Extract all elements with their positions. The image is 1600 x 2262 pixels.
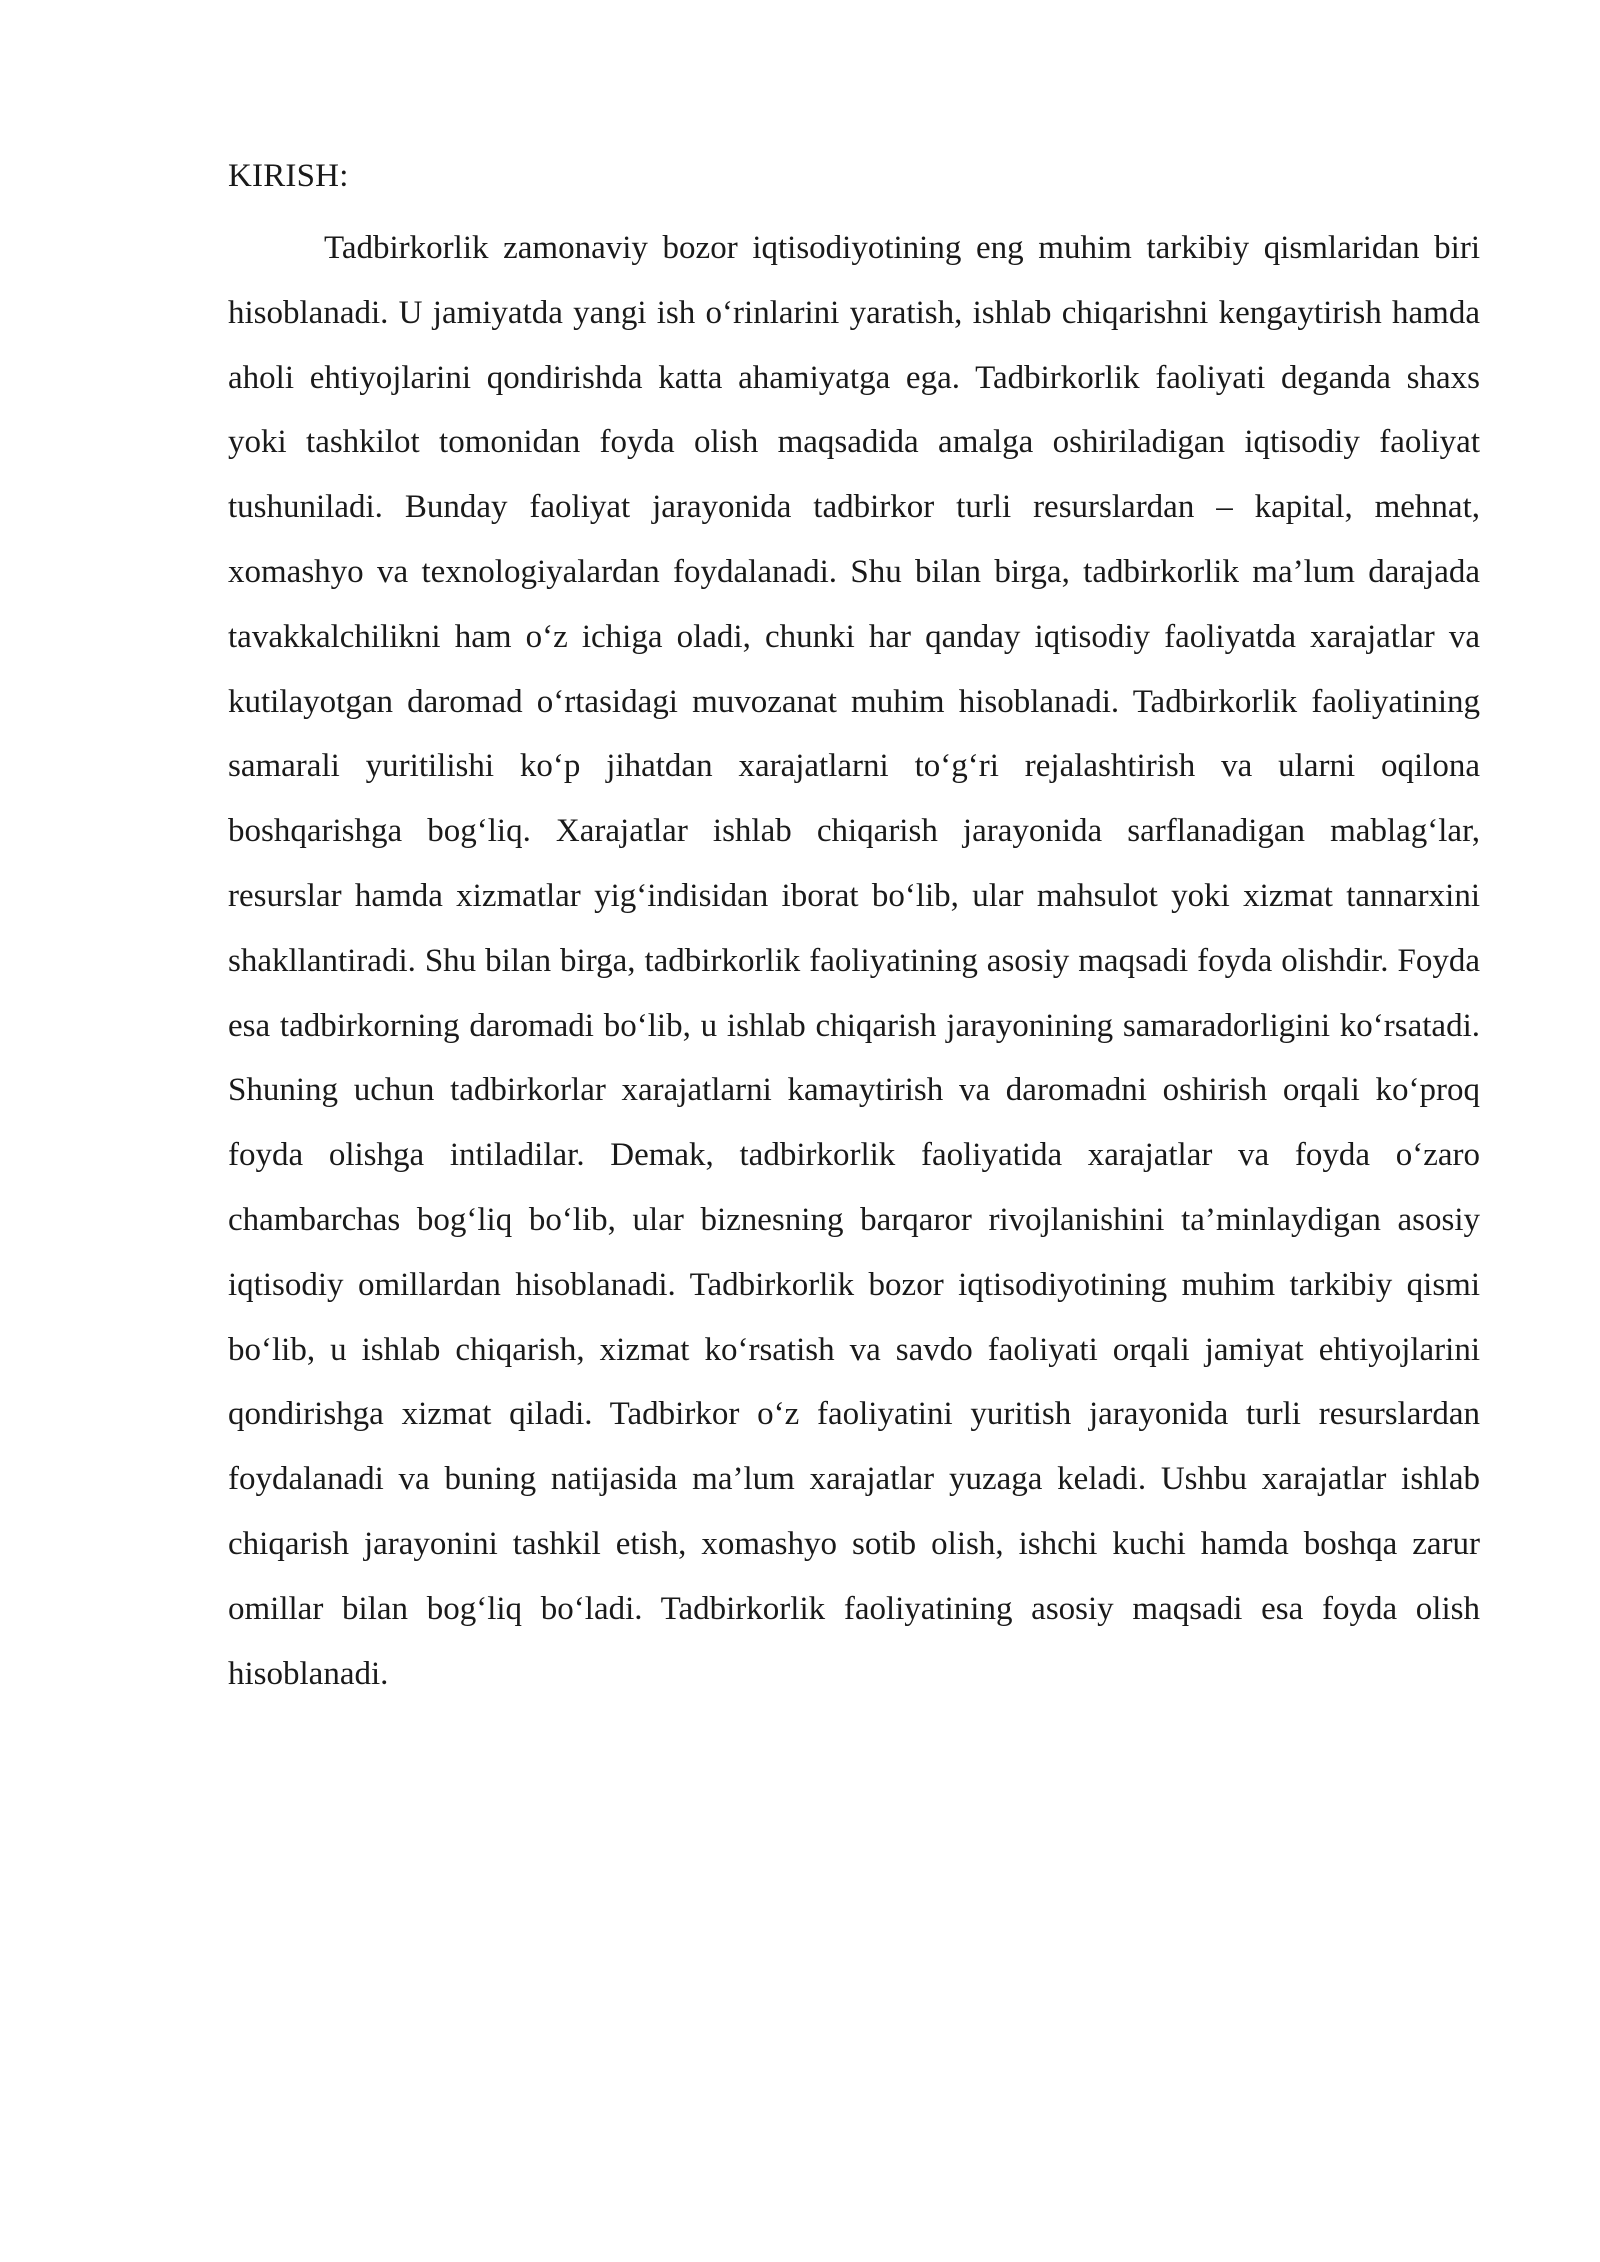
document-content <box>228 152 1480 1706</box>
body-paragraph: Tadbirkorlik zamonaviy bozor iqtisodiyotining eng muhim tarkibiy qismlaridan biri hisoblanadi. U jamiyatda yangi ish o‘rinlarini yaratish, ishlab chiqarishni kengaytirish hamda aholi ehtiyojlarini qondirishda katta ahamiyatga ega. Tadbirkorlik faoliyati deganda shaxs yoki tashkilot tomonidan foyda olish maqsadida amalga oshiriladigan iqtisodiy faoliyat tushuniladi. Bunday faoliyat jarayonida tadbirkor turli resurslardan – kapital, mehnat, xomashyo va texnologiyalardan foydalanadi. Shu bilan birga, tadbirkorlik ma’lum darajada tavakkalchilikni ham o‘z ichiga oladi, chunki har qanday iqtisodiy faoliyatda xarajatlar va kutilayotgan daromad o‘rtasidagi muvozanat muhim hisoblanadi. Tadbirkorlik faoliyatining samarali yuritilishi ko‘p jihatdan xarajatlarni to‘g‘ri rejalashtirish va ularni oqilona boshqarishga bog‘liq. Xarajatlar ishlab chiqarish jarayonida sarflanadigan mablag‘lar, resurslar hamda xizmatlar yig‘indisidan iborat bo‘lib, ular mahsulot yoki xizmat tannarxini shakllantiradi. Shu bilan birga, tadbirkorlik faoliyatining asosiy maqsadi foyda olishdir. Foyda esa tadbirkorning daromadi bo‘lib, u ishlab chiqarish jarayonining samaradorligini ko‘rsatadi. Shuning uchun tadbirkorlar xarajatlarni kamaytirish va daromadni oshirish orqali ko‘proq foyda olishga intiladilar. Demak, tadbirkorlik faoliyatida xarajatlar va foyda o‘zaro chambarchas bog‘liq bo‘lib, ular biznesning barqaror rivojlanishini ta’minlaydigan asosiy iqtisodiy omillardan hisoblanadi. Tadbirkorlik bozor iqtisodiyotining muhim tarkibiy qismi bo‘lib, u ishlab chiqarish, xizmat ko‘rsatish va savdo faoliyati orqali jamiyat ehtiyojlarini qondirishga xizmat qiladi. Tadbirkor o‘z faoliyatini yuritish jarayonida turli resurslardan foydalanadi va buning natijasida ma’lum xarajatlar yuzaga keladi. Ushbu xarajatlar ishlab chiqarish jarayonini tashkil etish, xomashyo sotib olish, ishchi kuchi hamda boshqa zarur omillar bilan bog‘liq bo‘ladi. Tadbirkorlik faoliyatining asosiy maqsadi esa foyda olish hisoblanadi. <box>228 230 1480 1692</box>
section-heading: KIRISH: <box>228 158 349 194</box>
